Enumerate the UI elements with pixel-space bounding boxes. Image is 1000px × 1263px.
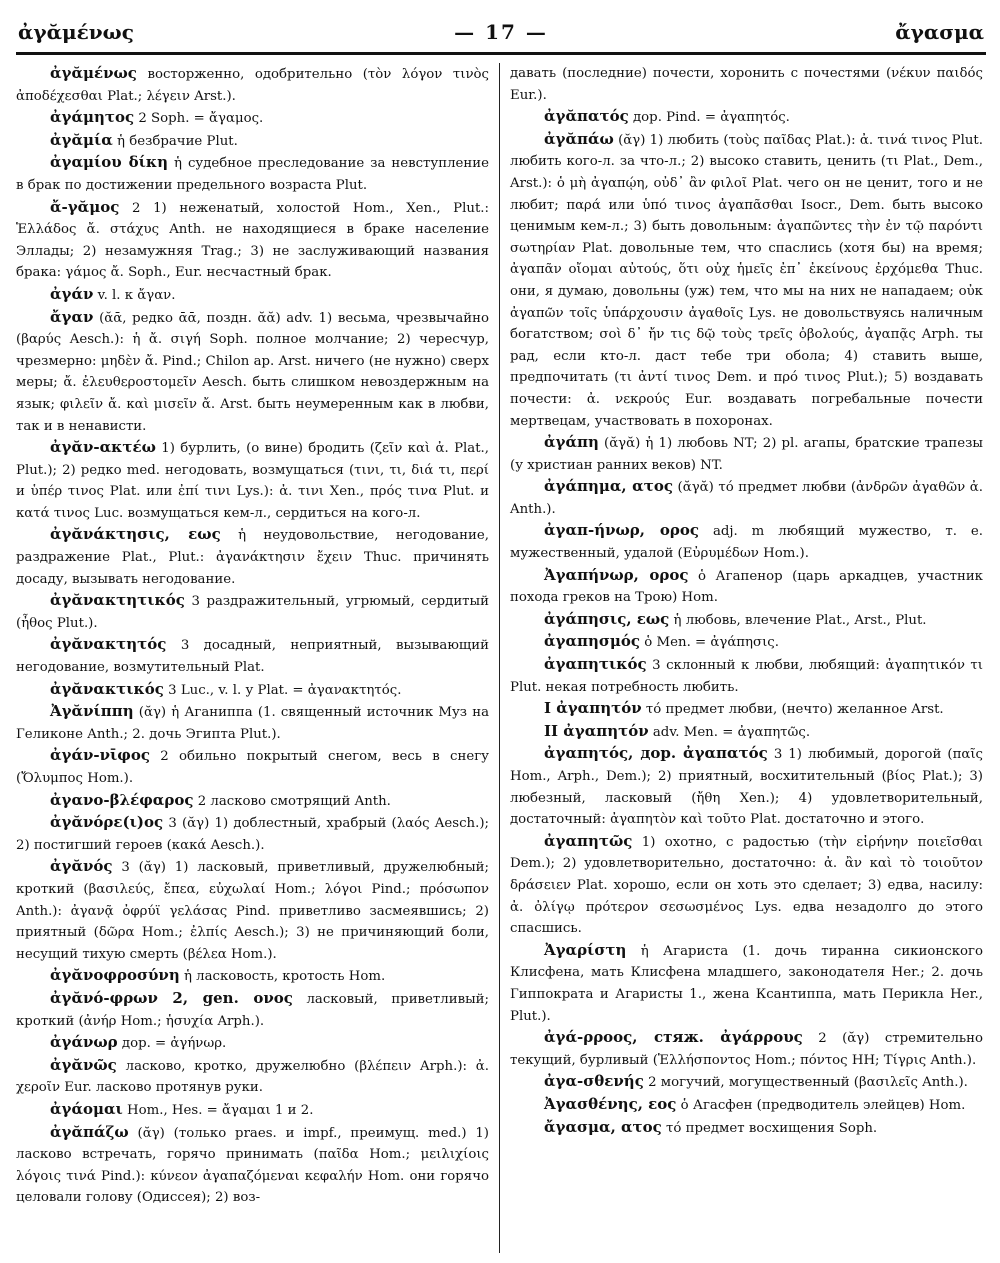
entry-headword: ἀγαπητικός <box>544 655 647 674</box>
entry-headword: ἀγᾰμία <box>50 130 113 149</box>
entry-headword: I ἀγαπητόν <box>544 699 642 718</box>
entry-definition: ἡ безбрачие Plut. <box>117 133 238 149</box>
entry-definition: Hom., Hes. = ἄγαμαι 1 и 2. <box>127 1102 314 1118</box>
dictionary-entry <box>16 1122 489 1209</box>
entry-headword: Ἀγαρίστη <box>544 940 627 959</box>
entry-definition: ἡ неудовольствие, негодование, раздражение Plat., Plut.: ἀγανάκτησιν ἔχειν Thuc. причинять досаду, вызывать негодование. <box>16 528 489 587</box>
right-column <box>500 63 983 1253</box>
dictionary-entry <box>510 1094 983 1117</box>
dictionary-entry <box>16 988 489 1032</box>
entry-definition: ὁ Men. = ἀγάπησις. <box>644 635 779 651</box>
dictionary-entry <box>510 609 983 632</box>
entry-headword: ἀγαμίου δίκη <box>50 153 169 172</box>
entry-headword: ἀγᾰπάζω <box>50 1122 129 1141</box>
dictionary-entry <box>16 63 489 107</box>
entry-headword: II ἀγαπητόν <box>544 721 649 740</box>
dictionary-entry <box>16 812 489 856</box>
dictionary-entry <box>510 520 983 564</box>
dictionary-entry <box>16 524 489 590</box>
entry-headword: ἀγα-σθενής <box>544 1072 644 1091</box>
left-column <box>16 63 499 1253</box>
entry-headword: ἀγᾰμένως <box>50 64 137 82</box>
entry-headword: ἀγάπημα, ατος <box>544 477 673 496</box>
entry-definition: 3 раздражительный, угрюмый, сердитый (ἦθος Plut.). <box>16 594 489 631</box>
entry-headword: ἄγαν <box>50 307 94 326</box>
entry-definition: 3 Luc., v. l. у Plat. = ἀγανακτητός. <box>168 682 402 698</box>
entry-headword: ἀγᾰνακτητός <box>50 635 167 654</box>
dictionary-entry <box>510 432 983 476</box>
entry-definition: дор. Pind. = ἀγαπητός. <box>632 110 790 126</box>
entry-definition: ὁ Агасфен (предводитель элейцев) Hom. <box>680 1097 966 1113</box>
dictionary-entry <box>16 1099 489 1122</box>
entry-headword: ἀγάπη <box>544 433 599 452</box>
entry-headword: ἀγάνωρ <box>50 1033 118 1052</box>
dictionary-entry <box>510 565 983 609</box>
entry-headword: ἄ-γᾰμος <box>50 197 120 216</box>
entry-definition: ἡ любовь, влечение Plat., Arst., Plut. <box>673 612 927 628</box>
entry-definition: 3 склонный к любви, любящий: ἀγαπητικόν τι Plut. некая потребность любить. <box>510 658 983 695</box>
dictionary-entry <box>510 476 983 520</box>
dictionary-entry <box>510 1117 983 1140</box>
dictionary-entry <box>16 965 489 988</box>
dictionary-entry <box>16 634 489 678</box>
entry-headword: ἀγᾰνό-φρων 2, gen. ονος <box>50 988 293 1007</box>
dictionary-entry <box>16 107 489 130</box>
entry-definition: adv. Men. = ἀγαπητῶς. <box>652 724 811 740</box>
entry-definition: ἡ ласковость, кротость Hom. <box>183 969 386 985</box>
entry-headword: ἀγᾰνοφροσύνη <box>50 966 180 985</box>
dictionary-entry <box>510 631 983 654</box>
header-right-word: ἄγασμα <box>895 20 984 44</box>
entry-definition: восторженно, одобрительно (τὸν λόγον τινὸς ἀποδέχεσθαι Plat.; λέγειν Arst.). <box>16 67 489 104</box>
entry-definition: дор. = ἀγήνωρ. <box>121 1036 227 1052</box>
entry-definition: (ᾰᾱ, редко ᾱᾱ, поздн. ᾰᾰ) adv. 1) весьма, чрезвычайно (βαρύς Aesch.): ἡ ἄ. σιγή Soph. полное молчание; 2) чересчур, чрезмерно: μηδὲν ἄ. Pind.; Chilon ap. Arst. ничего (не нужно) сверх меры; ἄ. ἐλευθεροστομεῖν Aesch. быть слишком невоздержным на язык; φιλεῖν ἄ. καὶ μισεῖν ἄ. Arst. быть неумеренным как в любви, так и в ненависти. <box>16 310 489 434</box>
dictionary-entry <box>510 1027 983 1071</box>
entry-definition: (ᾰγ) ἡ Аганиппа (1. священный источник Муз на Геликоне Anth.; 2. дочь Эгипта Plut.). <box>16 705 489 742</box>
entry-headword: ἀγά-ρροος, стяж. ἀγάρρους <box>544 1028 803 1047</box>
dictionary-entry <box>16 197 489 284</box>
entry-definition: (ᾰγ) 1) любить (τοὺς παῖδας Plat.): ἀ. τινά τινος Plut. любить кого-л. за что-л.; 2) высоко ставить, ценить (τι Plat., Dem., Arst.): ὁ μὴ ἀγαπῴη, οὐδ᾽ ἂν φιλοῖ Plat. чего он не ценит, того и не любит; παρά или ὑπό τινος ἀγαπᾶσθαι Isocr., Dem. быть высоко ценимым кем-л.; 3) быть довольным: ἀγαπῶντες τὴν ἐν τῷ παρόντι σωτηρίαν Plat. довольные тем, что спаслись (хотя бы) на время; ἀγαπᾶν οἴομαι αὐτούς, ὅτι οὐχ ἡμεῖς ἐπ᾽ ἐκείνους ἐρχόμεθα Thuc. они, я думаю, довольны (уж) тем, что мы на них не нападаем; οὐκ ἀγαπῶν τοῖς ὑπάρχουσιν ἀγαθοῖς Lys. не довольствуясь наличным богатством; σοὶ δ᾽ ἤν τις δῷ τοὺς τρεῖς ὀβολούς, ἀγαπᾷς Arph. ты рад, если кто-л. даст тебе три обола; 4) ставить выше, предпочитать (τι ἀντί τινος Dem. и πρό τινος Plut.); 5) воздавать почести: ἀ. νεκρούς Eur. воздавать погребальные почести мертвецам, участвовать в похоронах. <box>510 132 983 429</box>
entry-definition: 2 обильно покрытый снегом, весь в снегу (Ὄλυμπος Hom.). <box>16 749 489 786</box>
entry-definition: (ᾰγᾰ) τό предмет любви (ἀνδρῶν ἀγαθῶν ἀ. Anth.). <box>510 480 983 517</box>
dictionary-entry <box>16 679 489 702</box>
entry-definition: 1) бурлить, (о вине) бродить (ζεῖν καὶ ἀ. Plat., Plut.); 2) редко med. негодовать, возмущаться (τινι, τι, διά τι, περί и ὑπέρ τινος Plat. или ἐπί τινι Lys.): ἀ. τινι Xen., πρός τινα Plut. и κατά τινος Luc. возмущаться кем-л., сердиться на кого-л. <box>16 441 489 521</box>
dictionary-entry <box>16 856 489 965</box>
dictionary-entry <box>16 130 489 153</box>
entry-definition: 3 (ᾰγ) 1) ласковый, приветливый, дружелюбный; кроткий (βασιλεύς, ἔπεα, εὐχωλαί Hom.; λόγοι Pind.; πρόσωπον Anth.): ἀγανᾷ ὀφρύϊ γελάσας Pind. приветливо засмеявшись; 2) приятный (δῶρα Hom.; ἐλπίς Aesch.); 3) не причиняющий боли, несущий тихую смерть (βέλεα Hom.). <box>16 860 489 962</box>
dictionary-entry <box>510 721 983 744</box>
entry-headword: ἀγάομαι <box>50 1099 123 1118</box>
entry-definition: adj. m любящий мужество, т. е. мужественный, удалой (Εὐρυμέδων Hom.). <box>510 524 983 562</box>
entry-headword: Ἀγᾰνίππη <box>50 702 134 721</box>
dictionary-entry <box>16 590 489 634</box>
entry-definition: 3 (ᾰγ) 1) доблестный, храбрый (λαός Aesch.); 2) постигший героев (κακά Aesch.). <box>16 816 489 853</box>
entry-headword: ἀγάπησις, εως <box>544 609 670 628</box>
dictionary-entry <box>510 743 983 830</box>
entry-definition: ласково, кротко, дружелюбно (βλέπειν Arph.): ἀ. χεροῖν Eur. ласково протянув руки. <box>16 1058 489 1096</box>
dictionary-entry <box>16 437 489 524</box>
entry-definition: 1) охотно, с радостью (τὴν εἰρήνην ποιεῖσθαι Dem.); 2) удовлетворительно, достаточно: ἀ. ἂν καὶ τὸ τοιοῦτον δράσειεν Plat. хорошо, если он хоть это сделает; 3) едва, насилу: ἀ. ὀλίγῳ πρότερον σεσωσμένος Lys. едва незадолго до этого спасшись. <box>510 834 983 937</box>
entry-headword: ἀγᾰνός <box>50 857 113 876</box>
entry-headword: ἀγαπητός, дор. ἀγαπατός <box>544 744 768 763</box>
entry-definition: ὁ Агапенор (царь аркадцев, участник похода греков на Трою) Hom. <box>510 568 983 606</box>
entry-definition: 3 досадный, неприятный, вызывающий негодование, возмутительный Plat. <box>16 638 489 676</box>
entry-definition: τό предмет восхищения Soph. <box>666 1120 878 1136</box>
entry-definition: ласковый, приветливый; кроткий (ἀνήρ Hom.; ἡσυχία Arph.). <box>16 991 489 1029</box>
entry-headword: ἀγαπητῶς <box>544 831 633 850</box>
entry-definition: (ᾰγᾰ) ἡ 1) любовь NT; 2) pl. агапы, братские трапезы (у христиан ранних веков) NT. <box>510 436 983 473</box>
entry-headword: ἀγᾰν-ακτέω <box>50 438 156 457</box>
header-rule <box>16 52 986 55</box>
dictionary-entry <box>16 307 489 438</box>
dictionary-entry <box>510 831 983 940</box>
entry-definition: 2 могучий, могущественный (βασιλεῖς Anth.). <box>648 1075 968 1091</box>
entry-definition: давать (последние) почести, хоронить с почестями (νέκυν παιδός Eur.). <box>510 66 983 103</box>
entry-headword: ἀγάν <box>50 284 94 303</box>
entry-headword: ἀγάν-νῑφος <box>50 746 150 765</box>
entry-headword: ἀγαπησμός <box>544 632 641 651</box>
entry-definition: ἡ Агариста (1. дочь тиранна сикионского Клисфена, мать Клисфена младшего, законодателя Her.; 2. дочь Гиппократа и Агаристы 1., жена Ксантиппа, мать Перикла Her., Plut.). <box>510 943 983 1024</box>
entry-headword: ἄγασμα, ατος <box>544 1117 662 1136</box>
entry-headword: Ἀγαπήνωρ, ορος <box>544 565 689 584</box>
entry-definition: (ᾰγ) (только praes. и impf., преимущ. med.) 1) ласково встречать, горячо принимать (παῖδα Hom.; μειλιχίοις λόγοις τινά Pind.): κύνεον ἀγαπαζόμεναι κεφαλήν Hom. они горячо целовали голову (Одиссея); 2) воз- <box>16 1125 489 1206</box>
entry-headword: ἀγᾰνακτητικός <box>50 591 185 610</box>
dictionary-entry <box>16 1055 489 1099</box>
entry-definition: 2 1) неженатый, холостой Hom., Xen., Plut.: Ἑλλάδος ἄ. στάχυς Anth. не находящиеся в браке население Эллады; 2) незамужняя Trag.; 3) не заслуживающий названия брака: γάμος ἄ. Soph., Eur. несчастный брак. <box>16 200 489 281</box>
columns <box>16 63 986 1253</box>
dictionary-entry <box>510 698 983 721</box>
entry-headword: ἀγᾰπατός <box>544 107 629 126</box>
entry-definition: 2 (ᾰγ) стремительно текущий, бурливый (Ἑλλήσποντος Hom.; πόντος HH; Τίγρις Anth.). <box>510 1031 983 1068</box>
dictionary-entry <box>510 63 983 106</box>
header-left-word: ἀγᾰμένως <box>18 20 134 44</box>
dictionary-entry <box>510 129 983 432</box>
dictionary-entry <box>16 745 489 789</box>
entry-headword: ἀγᾰνῶς <box>50 1055 117 1074</box>
entry-headword: ἀγᾰνάκτησις, εως <box>50 525 221 544</box>
dictionary-entry <box>16 701 489 745</box>
entry-headword: ἀγάμητος <box>50 108 135 127</box>
entry-definition: 2 ласково смотрящий Anth. <box>197 793 391 809</box>
page-header <box>16 16 986 50</box>
entry-definition: 2 Soph. = ἄγαμος. <box>138 111 264 127</box>
page-number: — 17 — <box>454 20 548 44</box>
dictionary-entry <box>16 284 489 307</box>
entry-definition: v. l. к ἄγαν. <box>97 287 176 303</box>
entry-headword: ἀγᾰνόρε(ι)ος <box>50 813 164 832</box>
entry-headword: ἀγᾰπάω <box>544 129 614 148</box>
dictionary-entry <box>510 654 983 698</box>
entry-definition: ἡ судебное преследование за невступление в брак по достижении предельного возраста Plut. <box>16 156 489 193</box>
dictionary-entry <box>510 940 983 1027</box>
entry-definition: τό предмет любви, (нечто) желанное Arst. <box>645 702 944 718</box>
dictionary-entry <box>16 790 489 813</box>
entry-definition: 3 1) любимый, дорогой (παῖς Hom., Arph., Dem.); 2) приятный, восхитительный (βίος Plat.); 3) любезный, ласковый (ἤθη Xen.); 4) удовлетворительный, достаточный: ἀγαπητὸν καὶ τοῦτο Plat. достаточно и этого. <box>510 747 983 828</box>
entry-headword: ἀγᾰνακτικός <box>50 679 164 698</box>
entry-headword: ἀγαπ-ήνωρ, ορος <box>544 521 700 540</box>
entry-headword: Ἀγασθένης, εος <box>544 1094 677 1113</box>
dictionary-entry <box>510 1071 983 1094</box>
dictionary-entry <box>16 152 489 196</box>
entry-headword: ἀγανο-βλέφαρος <box>50 790 194 809</box>
dictionary-entry <box>510 106 983 129</box>
dictionary-entry <box>16 1032 489 1055</box>
